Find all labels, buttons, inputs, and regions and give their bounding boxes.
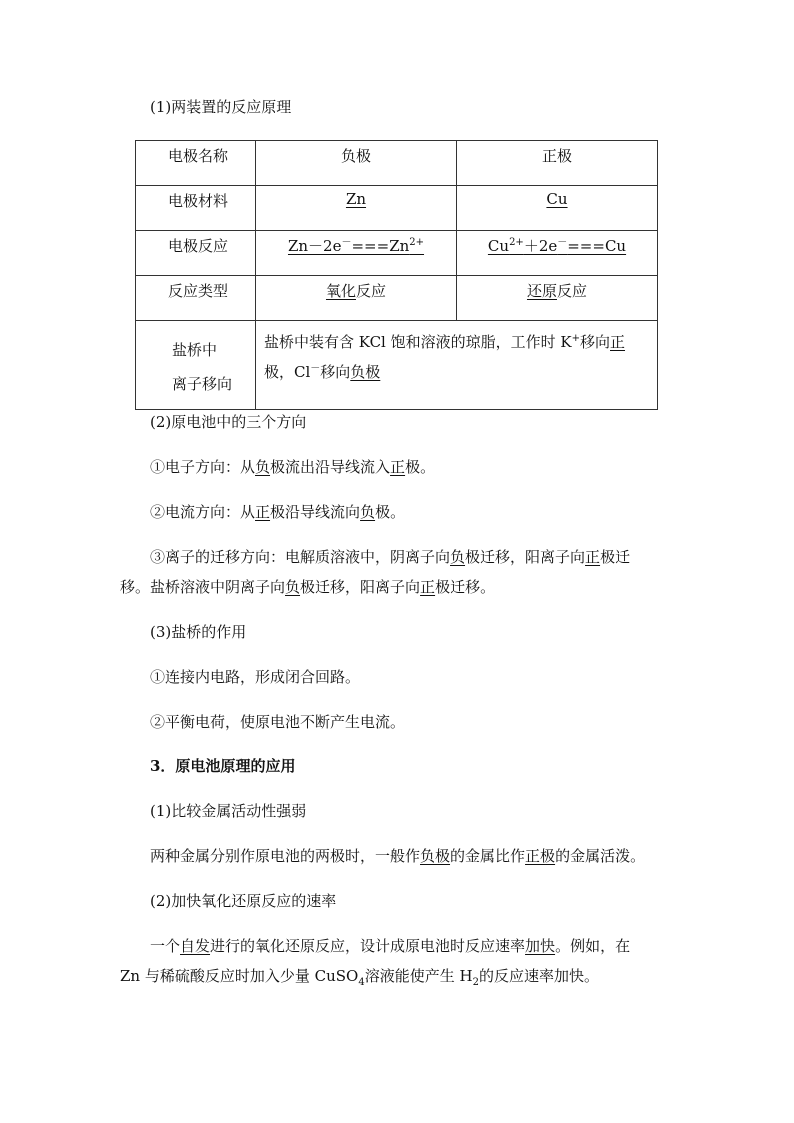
table-row — [136, 231, 658, 276]
header-positive: 正极 — [541, 147, 572, 165]
heading-applications: 3．原电池原理的应用 — [150, 757, 296, 775]
app-rate-line1: 一个自发进行的氧化还原反应，设计成原电池时反应速率加快。例如，在 — [150, 937, 631, 955]
label-reaction: 电极反应 — [168, 237, 229, 255]
current-direction: ②电流方向：从正极沿导线流向负极。 — [150, 503, 406, 521]
table-row — [136, 186, 658, 231]
positive-reaction-type: 还原反应 — [526, 282, 588, 300]
salt-bridge-role-2: ②平衡电荷，使原电池不断产生电流。 — [150, 713, 406, 731]
salt-bridge-role-1: ①连接内电路，形成闭合回路。 — [150, 668, 361, 686]
app-compare-text: 两种金属分别作原电池的两极时，一般作负极的金属比作正极的金属活泼。 — [150, 847, 646, 865]
table-row — [136, 321, 658, 410]
salt-bridge-description: 盐桥中装有含 KCl 饱和溶液的琼脂，工作时 K+移向正 极，Cl－移向负极 — [264, 333, 626, 381]
ion-direction-line1: ③离子的迁移方向：电解质溶液中，阴离子向负极迁移，阳离子向正极迁 — [150, 548, 631, 566]
electrode-table — [135, 140, 658, 410]
header-electrode-name: 电极名称 — [168, 147, 229, 165]
electron-direction: ①电子方向：从负极流出沿导线流入正极。 — [150, 458, 436, 476]
negative-material: Zn — [345, 190, 367, 208]
section-title-three-directions: (2)原电池中的三个方向 — [150, 413, 307, 431]
table-row — [136, 276, 658, 321]
label-salt-bridge-ions: 盐桥中 离子移向 — [172, 341, 233, 393]
positive-material: Cu — [546, 190, 568, 208]
negative-reaction: $Zn-2e^-===Zn^{2+}$ — [287, 237, 425, 255]
section-title-reaction-principle: (1)两装置的反应原理 — [150, 98, 292, 116]
header-negative: 负极 — [340, 147, 371, 165]
app-title-accelerate-rate: (2)加快氧化还原反应的速率 — [150, 892, 337, 910]
ion-direction-line2: 移。盐桥溶液中阴离子向负极迁移，阳离子向正极迁移。 — [120, 578, 496, 596]
table-row — [136, 141, 658, 186]
section-title-salt-bridge: (3)盐桥的作用 — [150, 623, 247, 641]
label-reaction-type: 反应类型 — [168, 282, 229, 300]
positive-reaction: $Cu^{2+}+2e^-===Cu$ — [487, 237, 627, 255]
label-material: 电极材料 — [168, 192, 229, 210]
app-rate-line2: Zn 与稀硫酸反应时加入少量 CuSO$_4$溶液能使产生 $H_2$的反应速率加快。 — [120, 967, 599, 988]
negative-reaction-type: 氧化反应 — [325, 282, 387, 300]
app-title-compare-activity: (1)比较金属活动性强弱 — [150, 802, 307, 820]
